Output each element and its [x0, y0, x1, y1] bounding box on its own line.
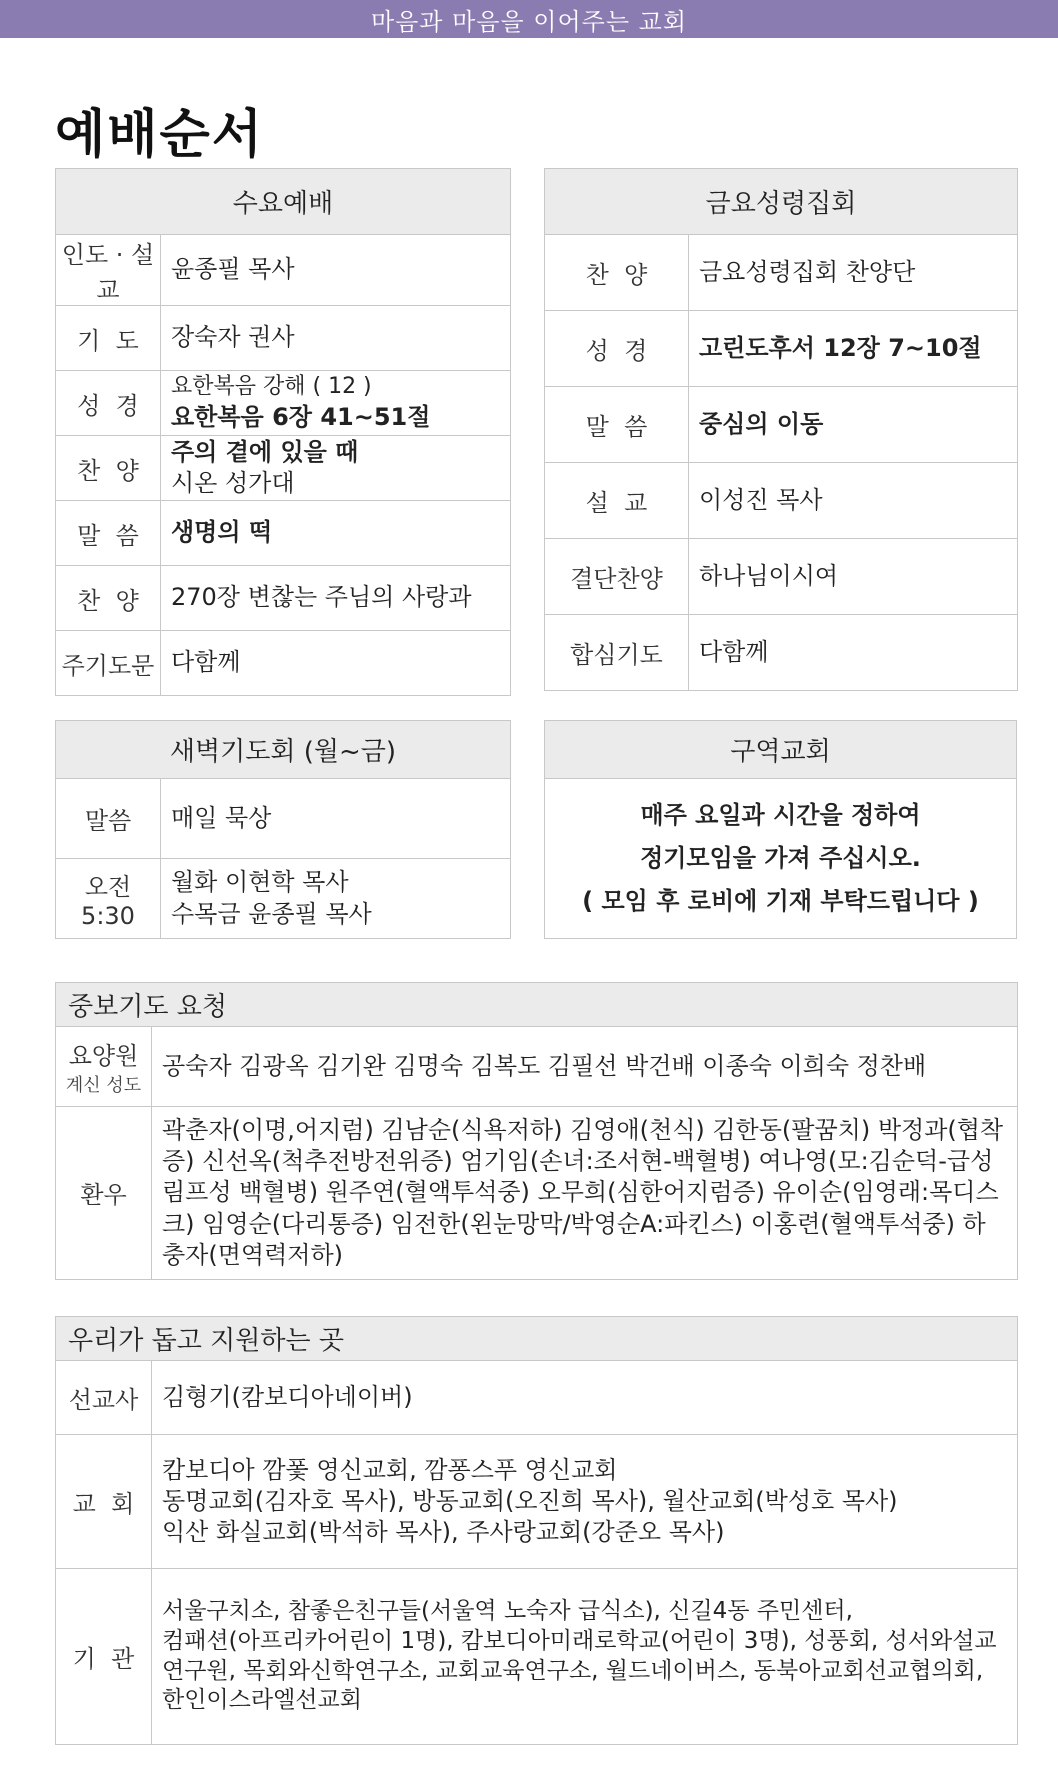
- wed-service-title: 수요예배: [56, 169, 511, 235]
- nursing-home-label: 요양원: [68, 1042, 139, 1070]
- wed-row-value: 생명의 떡: [161, 501, 511, 566]
- wed-row-value: [161, 436, 511, 501]
- page-title: 예배순서: [55, 104, 264, 165]
- dawn-row-value: [161, 859, 511, 939]
- wed-row-value: 270장 변찮는 주님의 사랑과: [161, 566, 511, 631]
- wed-row-value: 다함께: [161, 631, 511, 696]
- prayer-row-label: [56, 1027, 152, 1107]
- support-row-label: 선교사: [56, 1361, 152, 1435]
- support-title: 우리가 돕고 지원하는 곳: [56, 1317, 1018, 1361]
- district-line-3: ( 모임 후 로비에 기재 부탁드립니다 ): [582, 887, 979, 916]
- wed-row-label: 말 씀: [56, 501, 161, 566]
- fri-row-label: 설 교: [545, 463, 689, 539]
- wed-hymn-title: 주의 곁에 있을 때: [171, 437, 359, 466]
- support-table: [55, 1316, 1018, 1745]
- wed-row-label: 주기도문: [56, 631, 161, 696]
- support-line: 연구원, 목회와신학연구소, 교회교육연구소, 월드네이버스, 동북아교회선교협의회,: [162, 1657, 984, 1684]
- dawn-row-value: 매일 묵상: [161, 779, 511, 859]
- prayer-row-label: 환우: [56, 1107, 152, 1280]
- wed-row-label: 기 도: [56, 306, 161, 371]
- support-line: 서울구치소, 참좋은친구들(서울역 노숙자 급식소), 신길4동 주민센터,: [162, 1597, 853, 1624]
- wed-row-label: 인도 · 설교: [56, 235, 161, 306]
- support-row-value: [152, 1569, 1018, 1745]
- support-row-value: [152, 1361, 1018, 1435]
- fri-row-label: 합심기도: [545, 615, 689, 691]
- fri-row-label: 찬 양: [545, 235, 689, 311]
- district-notice: [545, 779, 1017, 939]
- wed-row-label: 찬 양: [56, 566, 161, 631]
- support-line: 동명교회(김자호 목사), 방동교회(오진희 목사), 월산교회(박성호 목사): [162, 1486, 898, 1515]
- patients-list: 곽춘자(이명,어지럼) 김남순(식욕저하) 김영애(천식) 김한동(팔꿈치) 박정과(협착증) 신선옥(척추전방전위증) 엄기임(손녀:조서현-백혈병) 여나영(모:김순덕-급성림프성 백혈병) 원주연(혈액투석중) 오무희(심한어지럼증) 유이순(임영래:목디스크) 임영순(다리통증) 임전한(왼눈망막/박영순A:파킨스) 이홍련(혈액투석중) 하충자(면역력저하): [152, 1107, 1018, 1280]
- support-row-label: 교 회: [56, 1435, 152, 1569]
- fri-service-table: [544, 168, 1018, 691]
- prayer-requests-title: 중보기도 요청: [56, 983, 1018, 1027]
- nursing-home-sublabel: 계신 성도: [65, 1075, 142, 1096]
- dawn-leader-monday-tuesday: 월화 이현학 목사: [171, 868, 349, 897]
- dawn-prayer-table: [55, 720, 511, 939]
- fri-row-label: 결단찬양: [545, 539, 689, 615]
- fri-service-title: 금요성령집회: [545, 169, 1018, 235]
- support-line: 컴패션(아프리카어린이 1명), 캄보디아미래로학교(어린이 3명), 성풍회, 성서와설교: [162, 1627, 997, 1654]
- fri-row-value: 중심의 이동: [689, 387, 1018, 463]
- nursing-home-names: 공숙자 김광옥 김기완 김명숙 김복도 김필선 박건배 이종숙 이희숙 정찬배: [152, 1027, 1018, 1107]
- dawn-row-label: 말씀: [56, 779, 161, 859]
- district-title: 구역교회: [545, 721, 1017, 779]
- fri-row-value: 고린도후서 12장 7~10절: [689, 311, 1018, 387]
- support-line: 캄보디아 깜퐃 영신교회, 깜퐁스푸 영신교회: [162, 1455, 618, 1484]
- wed-row-value: [161, 371, 511, 436]
- support-line: 한인이스라엘선교회: [162, 1687, 362, 1714]
- wed-scripture-series: 요한복음 강해 ( 12 ): [171, 374, 372, 400]
- header-banner: 마음과 마음을 이어주는 교회: [0, 0, 1058, 38]
- support-row-label: 기 관: [56, 1569, 152, 1745]
- support-row-value: [152, 1435, 1018, 1569]
- fri-row-value: 다함께: [689, 615, 1018, 691]
- wed-choir: 시온 성가대: [171, 469, 295, 497]
- district-line-1: 매주 요일과 시간을 정하여: [640, 800, 921, 829]
- fri-row-value: 금요성령집회 찬양단: [689, 235, 1018, 311]
- wed-scripture-passage: 요한복음 6장 41~51절: [171, 402, 431, 431]
- dawn-prayer-title: 새벽기도회 (월~금): [56, 721, 511, 779]
- wed-row-label: 성 경: [56, 371, 161, 436]
- fri-row-label: 성 경: [545, 311, 689, 387]
- fri-row-value: 이성진 목사: [689, 463, 1018, 539]
- fri-row-label: 말 씀: [545, 387, 689, 463]
- dawn-leader-wed-fri: 수목금 윤종필 목사: [171, 899, 372, 928]
- wed-row-label: 찬 양: [56, 436, 161, 501]
- district-table: [544, 720, 1017, 939]
- support-line: 익산 화실교회(박석하 목사), 주사랑교회(강준오 목사): [162, 1518, 725, 1547]
- wed-row-value: 윤종필 목사: [161, 235, 511, 306]
- fri-row-value: 하나님이시여: [689, 539, 1018, 615]
- district-line-2: 정기모임을 가져 주십시오.: [640, 843, 921, 872]
- wed-row-value: 장숙자 권사: [161, 306, 511, 371]
- wed-service-table: [55, 168, 511, 696]
- prayer-requests-table: [55, 982, 1018, 1280]
- dawn-row-label: 오전 5:30: [56, 859, 161, 939]
- support-line: 김형기(캄보디아네이버): [162, 1382, 413, 1411]
